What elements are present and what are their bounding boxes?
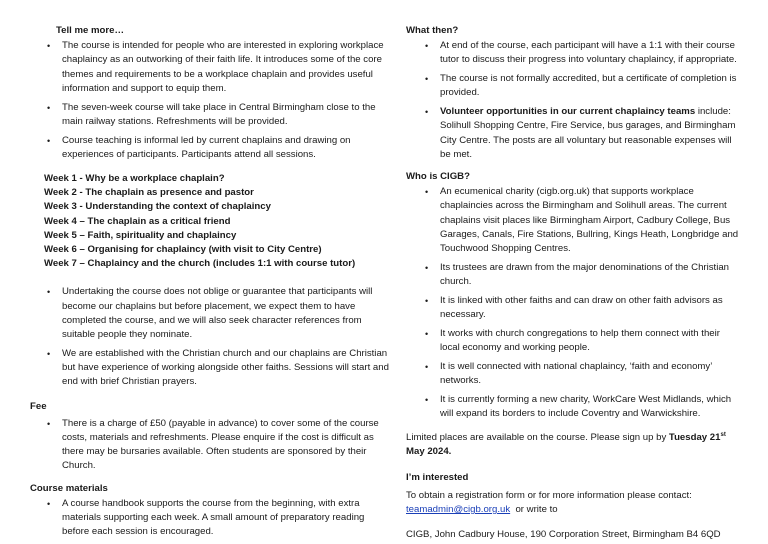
intro-heading: Tell me more…	[56, 25, 125, 36]
deadline-day: Tuesday 21	[668, 432, 721, 444]
note-bullet: • We are established with the Christian church and our chaplains are Christian but have experience of working alongside other faiths. Sessions will start and end with brief Christian prayers.	[44, 347, 390, 390]
fee-bullets	[30, 417, 390, 474]
intro-bullets	[44, 39, 390, 162]
volunteer-bold: Volunteer opportunities in our current chaplaincy teams	[440, 106, 696, 118]
write-to-text: or write to	[510, 504, 558, 516]
week-item: Week 5 – Faith, spirituality and chaplaincy	[44, 229, 237, 241]
interested-section	[406, 471, 742, 543]
right-column	[406, 24, 742, 542]
who-bullet: • It is linked with other faiths and can draw on other faith advisors as necessary.	[422, 294, 742, 322]
week-item: Week 7 – Chaplaincy and the church (includes 1:1 with course tutor)	[44, 258, 356, 270]
contact-paragraph	[406, 489, 742, 517]
interested-heading: I’m interested	[406, 471, 469, 483]
postal-address: CIGB, John Cadbury House, 190 Corporation Street, Birmingham B4 6QD	[406, 529, 721, 541]
who-bullets	[406, 185, 742, 421]
intro-section	[44, 24, 390, 38]
email-link[interactable]: teamadmin@cigb.org.uk	[406, 504, 511, 516]
materials-bullets	[30, 497, 390, 540]
volunteer-text: include: Solihull Shopping Centre, Fire Service, bus garages, and Birmingham City Centre. The posts are all voluntary but reasonable expenses will be met.	[440, 106, 736, 160]
week-item: Week 4 – The chaplain as a critical friend	[44, 215, 231, 227]
notes-bullets	[44, 285, 390, 389]
note-bullet: • Undertaking the course does not oblige or guarantee that participants will become our chaplains but before placement, we expect them to have completed the course, and we will also seek character references from suitable people they nominate.	[44, 285, 390, 342]
fee-section	[30, 400, 390, 473]
left-column	[30, 24, 390, 544]
intro-bullet: • The seven-week course will take place in Central Birmingham close to the main railway stations. Refreshments will be provided.	[44, 101, 390, 129]
who-bullet: • It is currently forming a new charity, WorkCare West Midlands, which will expand its borders to include Coventry and Warwickshire.	[422, 393, 742, 421]
materials-bullet: • A course handbook supports the course from the beginning, with extra materials supporting each week. A small amount of preparatory reading before each session is encouraged.	[44, 497, 390, 540]
week-item: Week 2 - The chaplain as presence and pastor	[44, 187, 254, 199]
who-section	[406, 170, 742, 421]
who-bullet: • It works with church congregations to help them connect with their local economy and working people.	[422, 327, 742, 355]
signup-paragraph	[406, 431, 742, 459]
intro-bullet: • The course is intended for people who are interested in exploring workplace chaplaincy as an outworking of their faith life. It introduces some of the core themes and requirements to be a workplace chaplain and provides useful information and support to equip them.	[44, 39, 390, 96]
week-schedule	[44, 172, 390, 271]
materials-section	[30, 482, 390, 539]
week-item: Week 1 - Why be a workplace chaplain?	[44, 173, 225, 185]
who-bullet: • Its trustees are drawn from the major denominations of the Christian church.	[422, 261, 742, 289]
who-heading: Who is CIGB?	[406, 171, 470, 183]
deadline-suffix: st	[720, 432, 726, 439]
week-item: Week 3 - Understanding the context of chaplaincy	[44, 201, 271, 213]
fee-heading: Fee	[30, 401, 47, 413]
intro-bullet: • Course teaching is informal led by current chaplains and drawing on experiences of participants. Participants attend all sessions.	[44, 134, 390, 162]
who-bullet: • An ecumenical charity (cigb.org.uk) that supports workplace chaplaincies across the Birmingham and Solihull areas. The current chaplains visit places like Birmingham Airport, Cadbury College, Bus Garages, Canals, Fire Stations, Bullring, Kings Heath, Longbridge and Touchwood Shopping Centres.	[422, 185, 742, 256]
what-then-section	[406, 24, 742, 162]
fee-bullet: • There is a charge of £50 (payable in advance) to cover some of the course costs, materials and refreshments. Please enquire if the cost is difficult as there may be bursaries available. Often students are sponsored by their Church.	[44, 417, 390, 474]
deadline-rest: May 2024.	[406, 446, 452, 458]
volunteer-bullet	[422, 105, 742, 162]
signup-text: Limited places are available on the course. Please sign up by	[406, 432, 669, 444]
what-then-bullets	[406, 39, 742, 162]
who-bullet: • It is well connected with national chaplaincy, ‘faith and economy’ networks.	[422, 360, 742, 388]
what-then-bullet: • At end of the course, each participant will have a 1:1 with their course tutor to discuss their progress into voluntary chaplaincy, if appropriate.	[422, 39, 742, 67]
contact-text: To obtain a registration form or for more information please contact:	[406, 489, 692, 501]
materials-heading: Course materials	[30, 483, 108, 495]
what-then-bullet: • The course is not formally accredited, but a certificate of completion is provided.	[422, 72, 742, 100]
what-then-heading: What then?	[406, 25, 459, 36]
week-item: Week 6 – Organising for chaplaincy (with visit to City Centre)	[44, 244, 322, 256]
